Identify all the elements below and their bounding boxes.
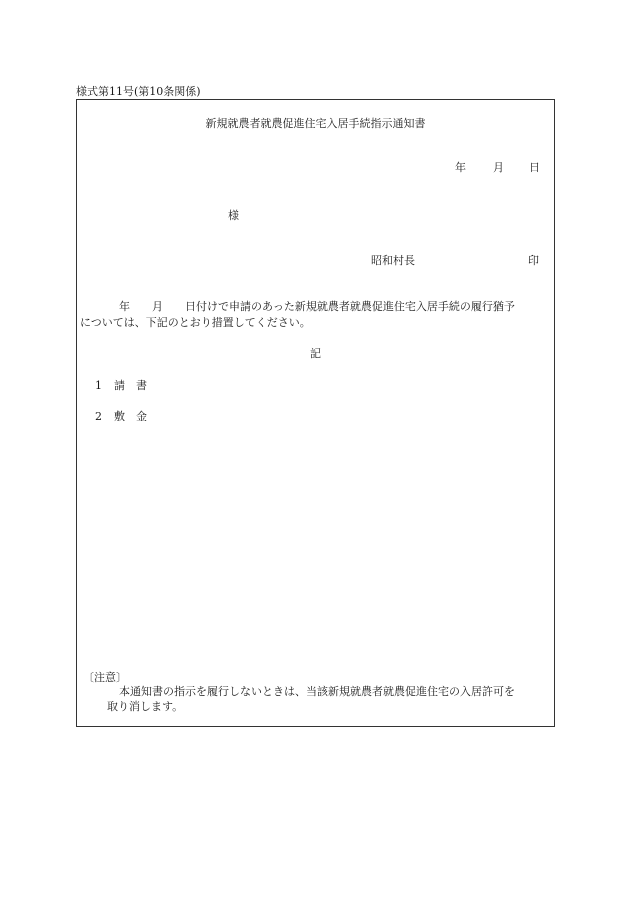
issuer-name: 昭和村長 (371, 254, 415, 267)
item-number-2: 2 (95, 410, 102, 423)
date-day-label: 日 (529, 161, 540, 174)
item-number-1: 1 (95, 379, 102, 392)
body-text-line-1: 年 月 日付けで申請のあった新規就農者就農促進住宅入居手続の履行猶予 (119, 300, 515, 313)
ki-heading: 記 (310, 347, 321, 360)
date-month-label: 月 (493, 161, 504, 174)
seal-mark: 印 (528, 254, 539, 267)
body-text-line-2: については、下記のとおり措置してください。 (80, 316, 311, 329)
form-number-label: 様式第11号(第10条関係) (76, 85, 201, 98)
document-frame (76, 99, 555, 727)
item-label-2: 敷 金 (114, 410, 147, 423)
note-heading: 〔注意〕 (83, 671, 127, 684)
document-title: 新規就農者就農促進住宅入居手続指示通知書 (205, 117, 426, 130)
note-text-line-1: 本通知書の指示を履行しないときは、当該新規就農者就農促進住宅の入居許可を (119, 685, 515, 698)
date-year-label: 年 (455, 161, 466, 174)
note-text-line-2: 取り消します。 (107, 700, 184, 713)
addressee-suffix: 様 (228, 209, 239, 222)
item-label-1: 請 書 (114, 379, 147, 392)
